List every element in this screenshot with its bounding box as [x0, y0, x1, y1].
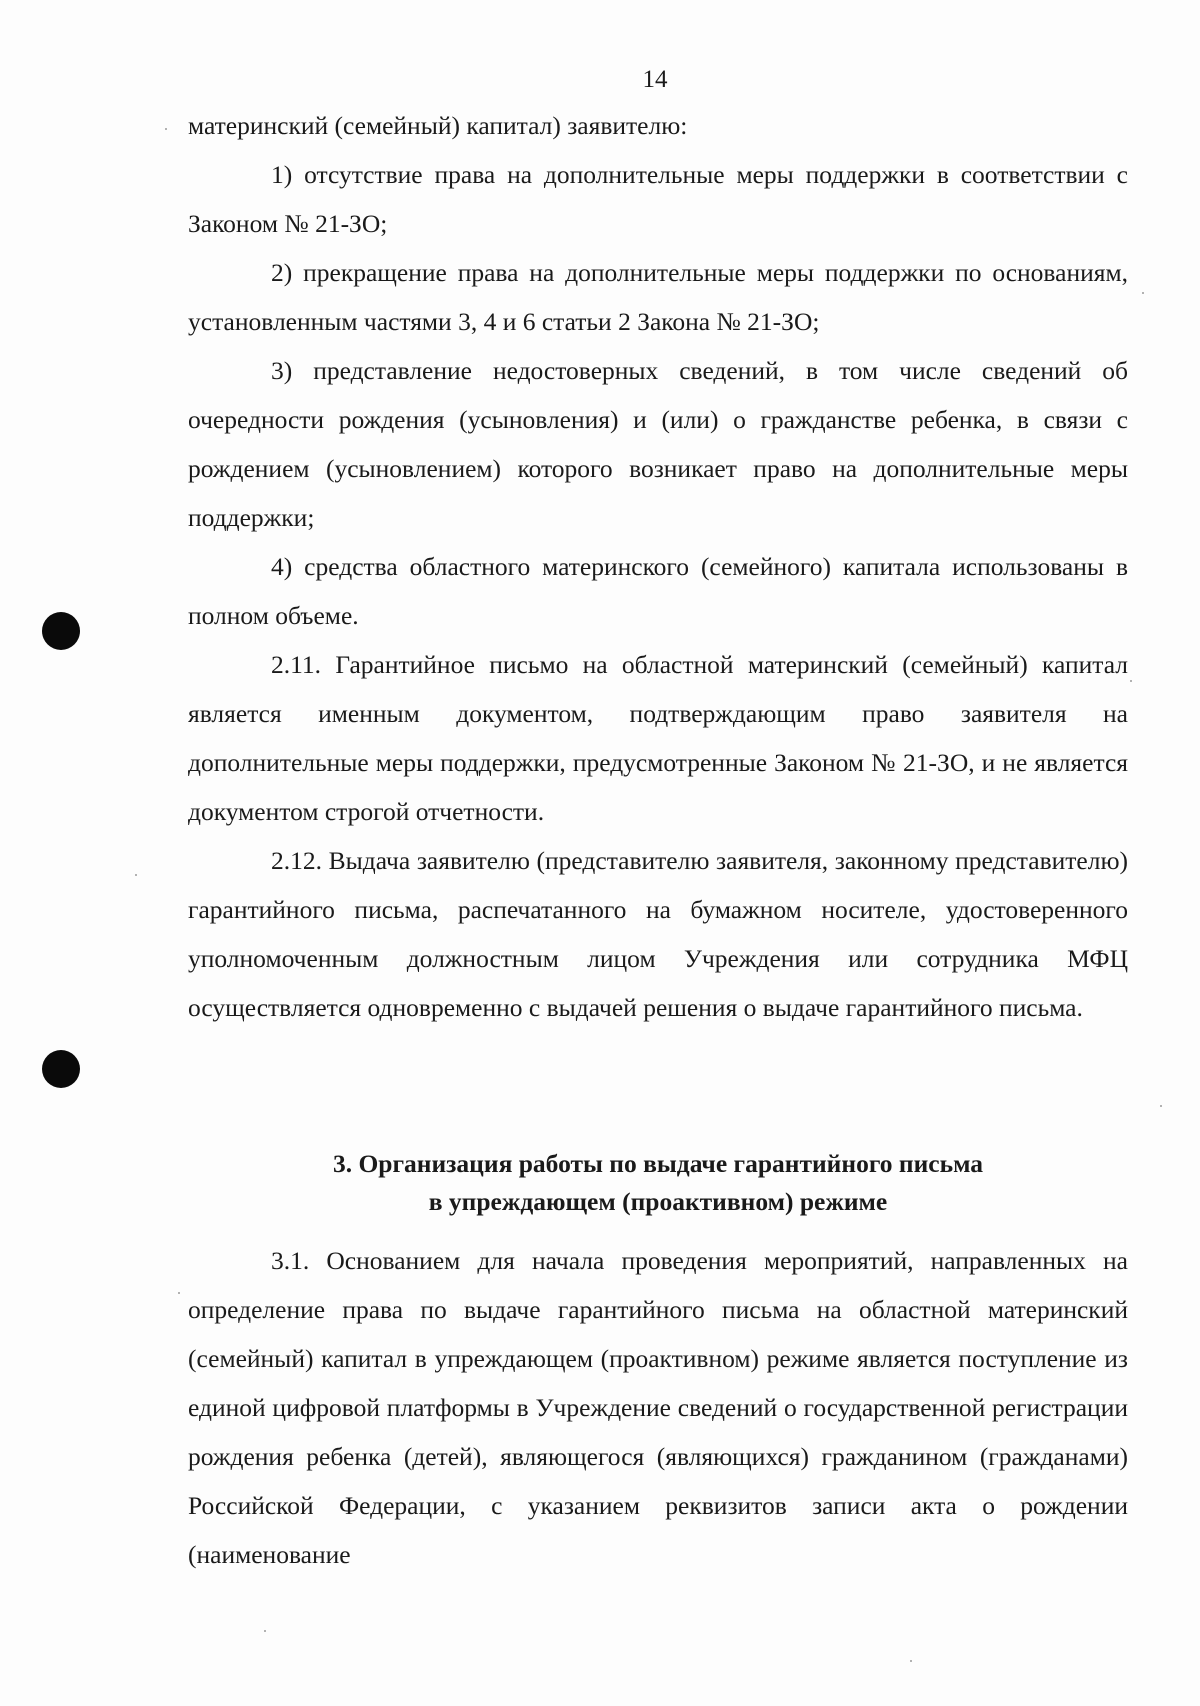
paragraph-2-11: 2.11. Гарантийное письмо на областной материнский (семейный) капитал является именным документом, подтверждающим право заявителя на дополнительные меры поддержки, предусмотренные Законом № 21-ЗО, и не является документом строгой отчетности. — [188, 650, 1128, 826]
paragraph-item-3: 3) представление недостоверных сведений, в том числе сведений об очередности рождения (усыновления) и (или) о гражданстве ребенка, в связи с рождением (усыновлением) которого возникает право на дополнительные меры поддержки; — [188, 356, 1128, 532]
scan-speck — [910, 1660, 912, 1662]
section-3-heading-line-2: в упреждающем (проактивном) режиме — [428, 1187, 888, 1216]
section-2-continuation — [188, 101, 1128, 1032]
scan-speck — [135, 874, 137, 876]
paragraph-3-1: 3.1. Основанием для начала проведения мероприятий, направленных на определение права по выдаче гарантийного письма на областной материнский (семейный) капитал в упреждающем (проактивном) режиме является поступление из единой цифровой платформы в Учреждение сведений о государственной регистрации рождения ребенка (детей), являющегося (являющихся) гражданином (гражданами) Российской Федерации, с указанием реквизитов записи акта о рождении (наименование — [188, 1246, 1128, 1569]
paragraph-2-12: 2.12. Выдача заявителю (представителю заявителя, законному представителю) гарантийного письма, распечатанного на бумажном носителе, удостоверенного уполномоченным должностным лицом Учреждения или сотрудника МФЦ осуществляется одновременно с выдачей решения о выдаче гарантийного письма. — [188, 846, 1128, 1022]
scan-speck — [1160, 1105, 1162, 1107]
scan-speck — [1142, 292, 1144, 294]
scan-speck — [178, 1292, 180, 1294]
paragraph-lead-line: материнский (семейный) капитал) заявителю: — [188, 111, 688, 140]
scan-speck — [165, 128, 167, 130]
section-3-heading — [188, 1145, 1128, 1221]
paragraph-item-2: 2) прекращение права на дополнительные меры поддержки по основаниям, установленным частями 3, 4 и 6 статьи 2 Закона № 21-ЗО; — [188, 258, 1128, 336]
punch-hole-lower — [42, 1050, 80, 1088]
section-3-body — [188, 1236, 1128, 1579]
paragraph-item-1: 1) отсутствие права на дополнительные меры поддержки в соответствии с Законом № 21-ЗО; — [188, 160, 1128, 238]
page-number: 14 — [642, 66, 668, 93]
scan-speck — [1130, 680, 1132, 682]
scan-speck — [264, 1630, 266, 1632]
section-3-heading-line-1: 3. Организация работы по выдаче гарантийного письма — [332, 1149, 984, 1178]
punch-hole-upper — [42, 612, 80, 650]
paragraph-item-4: 4) средства областного материнского (семейного) капитала использованы в полном объеме. — [188, 552, 1128, 630]
